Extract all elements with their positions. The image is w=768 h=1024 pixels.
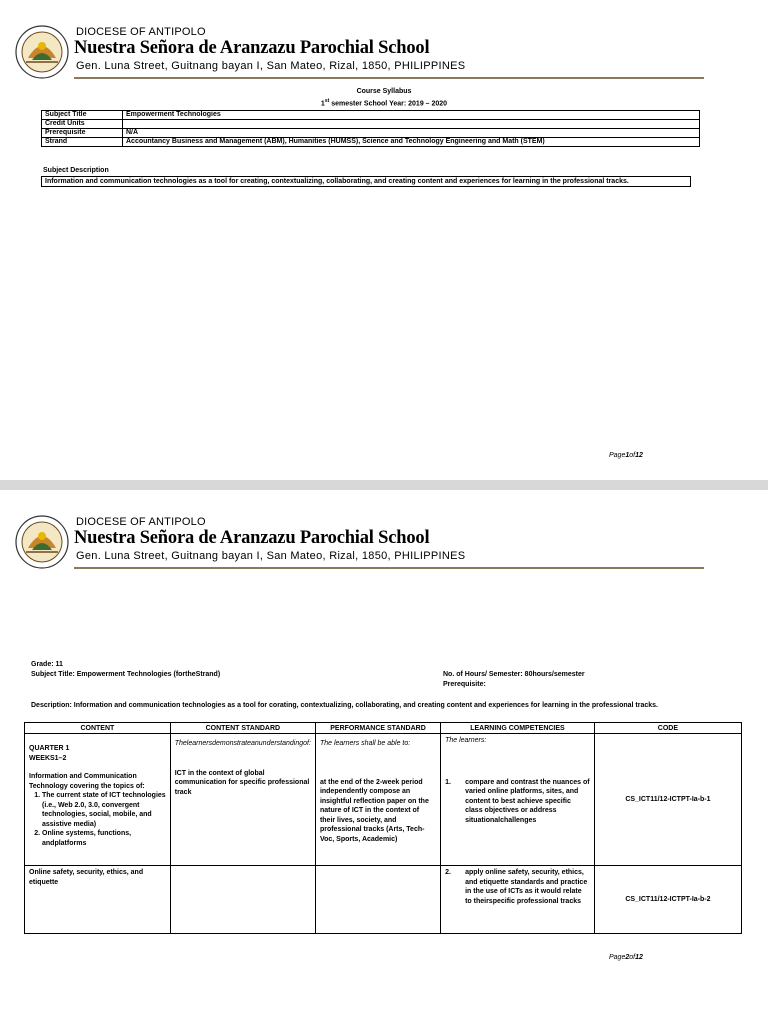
column-header: CONTENT STANDARD (170, 723, 315, 734)
semester-line (0, 98, 768, 107)
content-cell (25, 734, 171, 866)
semester-number: 1 (320, 100, 325, 108)
list-item: 2. Online systems, functions, andplatforms (42, 829, 166, 848)
info-label: Subject Title (42, 111, 123, 120)
table-row (42, 129, 700, 138)
page-label: Page (609, 954, 626, 961)
competency-cell (441, 734, 595, 866)
competency-text: compare and contrast the nuances of varied online platforms, sites, and content to best achieve specific class objectives or address situationalchallenges (465, 778, 590, 824)
content-intro: Information and Communication Technology covering the topics of: (29, 773, 145, 790)
table-row (25, 734, 742, 866)
grade-label: Grade: 11 (31, 661, 63, 668)
info-label: Credit Units (42, 120, 123, 129)
subject-description-label: Subject Description (43, 167, 109, 174)
info-value: N/A (123, 129, 700, 138)
weeks-label: WEEKS1–2 (29, 754, 67, 762)
table-row (42, 120, 700, 129)
column-header: PERFORMANCE STANDARD (315, 723, 440, 734)
column-header: CODE (594, 723, 741, 734)
competency-item (445, 778, 590, 826)
content-standard-lead: Thelearnersdemonstrateanunderstandingof: (174, 740, 311, 747)
page-total: 12 (635, 452, 643, 459)
school-seal-icon (14, 514, 70, 570)
school-name: Nuestra Señora de Aranzazu Parochial School (74, 38, 430, 58)
school-name: Nuestra Señora de Aranzazu Parochial School (74, 528, 430, 548)
info-value: Accountancy Business and Management (ABM), Humanities (HUMSS), Science and Technology Engineering and Math (STEM) (123, 138, 700, 147)
school-address: Gen. Luna Street, Guitnang bayan I, San Mateo, Rizal, 1850, PHILIPPINES (76, 550, 466, 562)
info-label: Prerequisite (42, 129, 123, 138)
quarter-label: QUARTER 1 (29, 745, 70, 752)
table-row (25, 866, 742, 934)
school-seal-icon (14, 24, 70, 80)
info-label: Strand (42, 138, 123, 147)
code-cell: CS_ICT11/12-ICTPT-Ia-b-2 (594, 866, 741, 934)
competency-text: apply online safety, security, ethics, and etiquette standards and practice in the use of ICTs as it would relate to theirspecific professional tracks (465, 869, 588, 905)
code-cell: CS_ICT11/12-ICTPT-Ia-b-1 (594, 734, 741, 866)
header-rule (74, 77, 704, 79)
curriculum-table (24, 722, 742, 934)
competency-item (445, 868, 590, 906)
semester-suffix: st (324, 98, 330, 104)
school-header (14, 20, 694, 90)
diocese-name: DIOCESE OF ANTIPOLO (76, 26, 206, 38)
content-cell: Online safety, security, ethics, and etiquette (25, 866, 171, 934)
performance-standard-cell (315, 734, 440, 866)
competency-lead: The learners: (445, 737, 487, 744)
header-rule (74, 567, 704, 569)
content-standard-cell (170, 866, 315, 934)
school-header (14, 510, 694, 580)
info-value (123, 120, 700, 129)
semester-text: semester School Year: 2019 – 2020 (329, 100, 448, 108)
content-list (29, 791, 166, 848)
list-item: 1. The current state of ICT technologies (i.e., Web 2.0, 3.0, convergent technologies, social, mobile, and assistive media) (42, 791, 166, 829)
syllabus-page-1 (0, 0, 768, 480)
table-row (42, 138, 700, 147)
syllabus-page-2 (0, 490, 768, 1024)
prerequisite-label: Prerequisite: (443, 681, 486, 688)
school-address: Gen. Luna Street, Guitnang bayan I, San Mateo, Rizal, 1850, PHILIPPINES (76, 60, 466, 72)
performance-standard-lead: The learners shall be able to: (319, 740, 411, 747)
subject-title-label: Subject Title: Empowerment Technologies (fortheStrand) (31, 671, 221, 678)
column-header: LEARNING COMPETENCIES (441, 723, 595, 734)
page-total: 12 (635, 954, 643, 961)
diocese-name: DIOCESE OF ANTIPOLO (76, 516, 206, 528)
page-of: of (629, 954, 636, 961)
description-text: Description: Information and communication technologies as a tool for corating, contextualizing, collaborating, and creating content and experiences for learning in the professional tracks. (31, 702, 658, 709)
hours-label: No. of Hours/ Semester: 80hours/semester (443, 671, 585, 678)
column-header: CONTENT (25, 723, 171, 734)
performance-standard-cell (315, 866, 440, 934)
performance-standard-text: at the end of the 2-week period independently compose an insightful reflection paper on the nature of ICT in the context of their lives, society, and professional tracks (Arts, Tech-Voc, Sports, Academic) (319, 778, 429, 843)
competency-number: 2. (445, 869, 451, 876)
page-label: Page (609, 452, 626, 459)
page-current: 1 (625, 452, 630, 459)
content-standard-text: ICT in the context of global communication for specific professional track (174, 769, 310, 796)
competency-cell (441, 866, 595, 934)
subject-info-table (41, 110, 700, 147)
page-current: 2 (625, 954, 630, 961)
page-of: of (629, 452, 636, 459)
content-standard-cell (170, 734, 315, 866)
competency-number: 1. (445, 778, 451, 786)
subject-description: Information and communication technologies as a tool for creating, contextualizing, collaborating, and creating content and experiences for learning in the professional tracks. (41, 176, 691, 187)
syllabus-title: Course Syllabus (356, 88, 412, 95)
table-header-row (25, 723, 742, 734)
page-number (609, 954, 643, 961)
page-number (609, 452, 643, 459)
info-value: Empowerment Technologies (123, 111, 700, 120)
table-row (42, 111, 700, 120)
